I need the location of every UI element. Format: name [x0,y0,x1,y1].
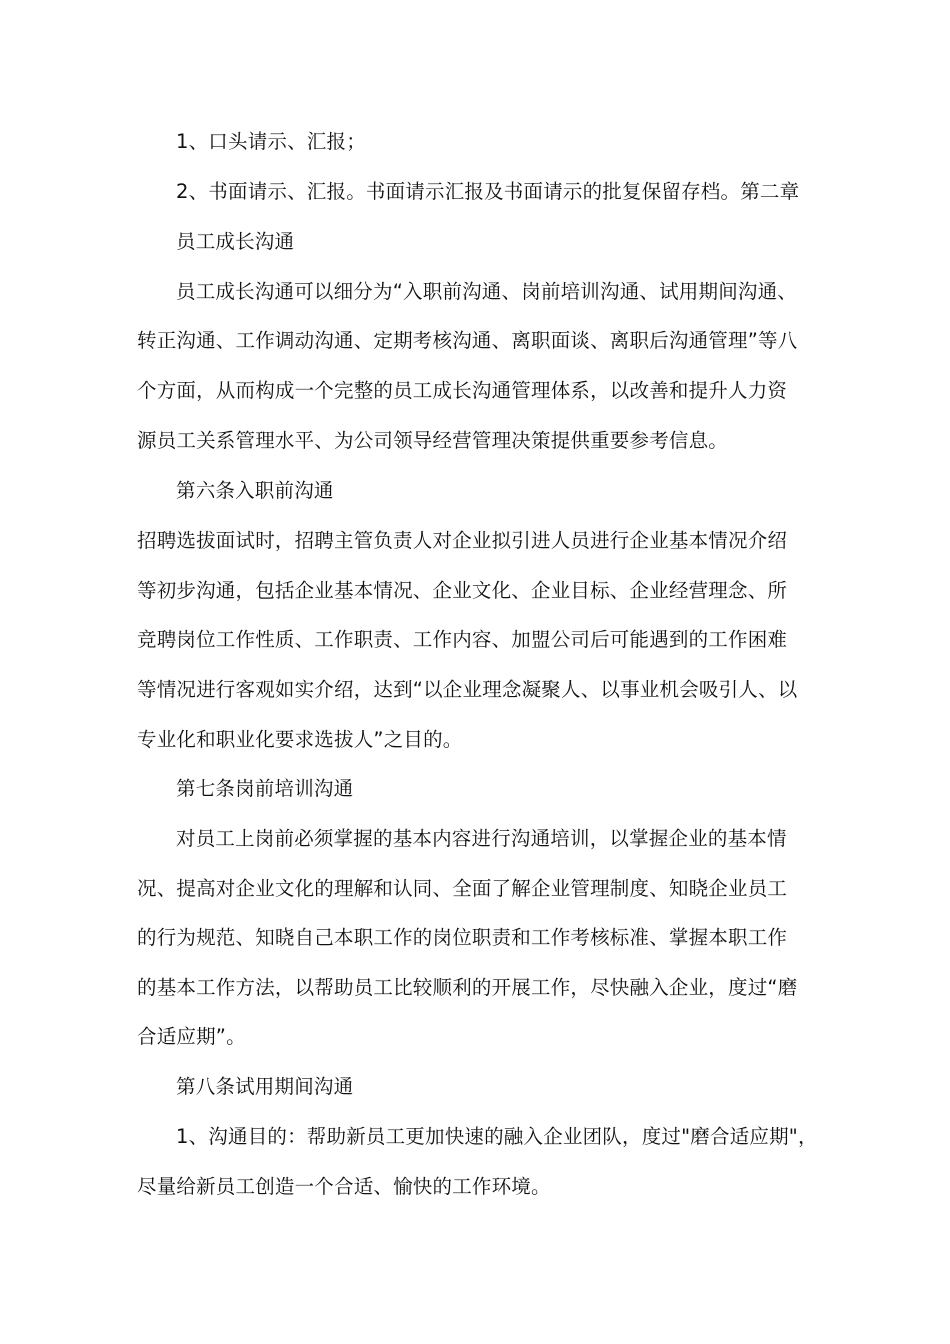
list-item-purpose: 1、沟通目的：帮助新员工更加快速的融入企业团队，度过"磨合适应期"， [176,1125,818,1148]
paragraph-line: 的基本工作方法，以帮助员工比较顺利的开展工作，尽快融入企业，度过“磨 [137,976,798,999]
article-heading-6: 第六条入职前沟通 [176,479,334,502]
paragraph-line: 的行为规范、知晓自己本职工作的岗位职责和工作考核标准、掌握本职工作 [137,926,788,949]
paragraph-line: 况、提高对企业文化的理解和认同、全面了解企业管理制度、知晓企业员工 [137,877,788,900]
paragraph-line: 合适应期”。 [137,1025,246,1048]
article-heading-8: 第八条试用期间沟通 [176,1075,354,1098]
paragraph-line: 转正沟通、工作调动沟通、定期考核沟通、离职面谈、离职后沟通管理”等八 [137,329,798,352]
chapter-title: 员工成长沟通 [176,230,295,253]
paragraph-line: 招聘选拔面试时，招聘主管负责人对企业拟引进人员进行企业基本情况介绍 [137,529,788,552]
paragraph-line: 尽量给新员工创造一个合适、愉快的工作环境。 [137,1175,551,1198]
paragraph-line: 个方面，从而构成一个完整的员工成长沟通管理体系，以改善和提升人力资 [137,379,788,402]
list-item-verbal-report: 1、口头请示、汇报； [176,130,366,153]
paragraph-line: 等情况进行客观如实介绍，达到“以企业理念凝聚人、以事业机会吸引人、以 [137,678,798,701]
paragraph-line: 专业化和职业化要求选拔人”之目的。 [137,728,463,751]
list-item-written-report: 2、书面请示、汇报。书面请示汇报及书面请示的批复保留存档。第二章 [176,180,800,203]
paragraph-line: 对员工上岗前必须掌握的基本内容进行沟通培训，以掌握企业的基本情 [176,827,787,850]
article-heading-7: 第七条岗前培训沟通 [176,777,354,800]
paragraph-line: 员工成长沟通可以细分为“入职前沟通、岗前培训沟通、试用期间沟通、 [176,280,798,303]
paragraph-line: 竞聘岗位工作性质、工作职责、工作内容、加盟公司后可能遇到的工作困难 [137,628,788,651]
paragraph-line: 源员工关系管理水平、为公司领导经营管理决策提供重要参考信息。 [137,429,729,452]
paragraph-line: 等初步沟通，包括企业基本情况、企业文化、企业目标、企业经营理念、所 [137,579,788,602]
